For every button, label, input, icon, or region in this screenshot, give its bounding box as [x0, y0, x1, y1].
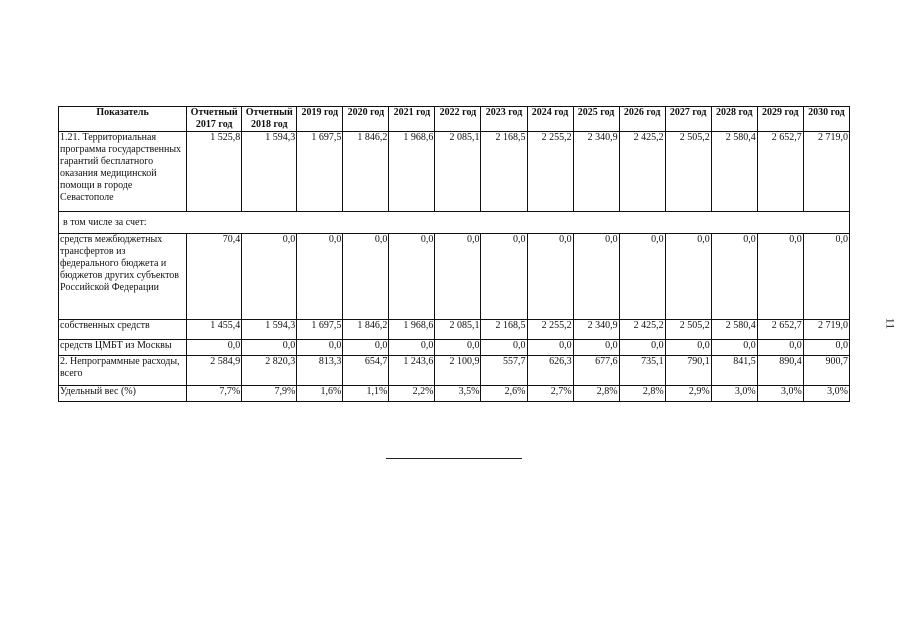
value-cell: 1 455,4	[187, 320, 242, 340]
row-label: 1.21. Территориальная программа государственных гарантий бесплатного оказания медицинской помощи в городе Севастополе	[59, 132, 187, 212]
header-indicator: Показатель	[59, 107, 187, 132]
value-cell: 2 168,5	[481, 320, 527, 340]
value-cell: 0,0	[435, 234, 481, 320]
value-cell: 1 525,8	[187, 132, 242, 212]
value-cell: 2 255,2	[527, 132, 573, 212]
value-cell: 0,0	[757, 234, 803, 320]
value-cell: 1 846,2	[343, 320, 389, 340]
value-cell: 0,0	[711, 340, 757, 356]
separator-line	[386, 458, 522, 459]
budget-table	[58, 106, 850, 402]
value-cell: 2 340,9	[573, 320, 619, 340]
value-cell: 2 719,0	[803, 320, 849, 340]
header-year: 2029 год	[757, 107, 803, 132]
value-cell: 7,9%	[242, 386, 297, 402]
table-row	[59, 132, 850, 212]
value-cell: 677,6	[573, 356, 619, 386]
value-cell: 2 652,7	[757, 320, 803, 340]
header-year: 2026 год	[619, 107, 665, 132]
value-cell: 2 340,9	[573, 132, 619, 212]
header-year: Отчетный 2018 год	[242, 107, 297, 132]
header-year: 2024 год	[527, 107, 573, 132]
value-cell: 0,0	[343, 340, 389, 356]
value-cell: 1 243,6	[389, 356, 435, 386]
header-year: 2027 год	[665, 107, 711, 132]
value-cell: 890,4	[757, 356, 803, 386]
table-body	[59, 132, 850, 402]
table-row	[59, 212, 850, 234]
value-cell: 2 584,9	[187, 356, 242, 386]
value-cell: 0,0	[803, 234, 849, 320]
value-cell: 2 505,2	[665, 320, 711, 340]
value-cell: 0,0	[481, 234, 527, 320]
value-cell: 2,2%	[389, 386, 435, 402]
value-cell: 0,0	[665, 340, 711, 356]
table-row	[59, 234, 850, 320]
value-cell: 557,7	[481, 356, 527, 386]
value-cell: 0,0	[389, 340, 435, 356]
value-cell: 3,5%	[435, 386, 481, 402]
header-year: 2028 год	[711, 107, 757, 132]
value-cell: 2 255,2	[527, 320, 573, 340]
value-cell: 0,0	[435, 340, 481, 356]
value-cell: 2,8%	[573, 386, 619, 402]
value-cell: 1 697,5	[297, 132, 343, 212]
value-cell: 2,6%	[481, 386, 527, 402]
table-row	[59, 386, 850, 402]
value-cell: 0,0	[757, 340, 803, 356]
value-cell: 0,0	[343, 234, 389, 320]
value-cell: 1 968,6	[389, 132, 435, 212]
value-cell: 0,0	[573, 234, 619, 320]
value-cell: 1 594,3	[242, 132, 297, 212]
row-label: собственных средств	[59, 320, 187, 340]
value-cell: 1,1%	[343, 386, 389, 402]
header-year: 2020 год	[343, 107, 389, 132]
value-cell: 1 846,2	[343, 132, 389, 212]
header-year: Отчетный 2017 год	[187, 107, 242, 132]
value-cell: 0,0	[619, 340, 665, 356]
value-cell: 1,6%	[297, 386, 343, 402]
value-cell: 2 085,1	[435, 320, 481, 340]
header-year: 2030 год	[803, 107, 849, 132]
value-cell: 2,8%	[619, 386, 665, 402]
table-row	[59, 356, 850, 386]
value-cell: 3,0%	[711, 386, 757, 402]
value-cell: 0,0	[481, 340, 527, 356]
value-cell: 735,1	[619, 356, 665, 386]
value-cell: 2 100,9	[435, 356, 481, 386]
value-cell: 1 594,3	[242, 320, 297, 340]
value-cell: 2 425,2	[619, 132, 665, 212]
value-cell: 0,0	[527, 340, 573, 356]
value-cell: 0,0	[573, 340, 619, 356]
value-cell: 654,7	[343, 356, 389, 386]
value-cell: 2 719,0	[803, 132, 849, 212]
value-cell: 626,3	[527, 356, 573, 386]
value-cell: 0,0	[665, 234, 711, 320]
value-cell: 0,0	[619, 234, 665, 320]
value-cell: 0,0	[389, 234, 435, 320]
row-label: средств межбюджетных трансфертов из федерального бюджета и бюджетов других субъектов Российской Федерации	[59, 234, 187, 320]
header-year: 2025 год	[573, 107, 619, 132]
value-cell: 3,0%	[757, 386, 803, 402]
value-cell: 3,0%	[803, 386, 849, 402]
table-row	[59, 320, 850, 340]
value-cell: 841,5	[711, 356, 757, 386]
value-cell: 1 968,6	[389, 320, 435, 340]
value-cell: 0,0	[242, 234, 297, 320]
value-cell: 0,0	[187, 340, 242, 356]
value-cell: 0,0	[297, 340, 343, 356]
value-cell: 2,7%	[527, 386, 573, 402]
header-year: 2023 год	[481, 107, 527, 132]
value-cell: 0,0	[803, 340, 849, 356]
table-header-row	[59, 107, 850, 132]
value-cell: 2 580,4	[711, 320, 757, 340]
value-cell: 2 652,7	[757, 132, 803, 212]
value-cell: 2 425,2	[619, 320, 665, 340]
value-cell: 0,0	[527, 234, 573, 320]
value-cell: 2 820,3	[242, 356, 297, 386]
row-label: Удельный вес (%)	[59, 386, 187, 402]
value-cell: 0,0	[711, 234, 757, 320]
table-row	[59, 340, 850, 356]
value-cell: 813,3	[297, 356, 343, 386]
value-cell: 2 168,5	[481, 132, 527, 212]
row-label: в том числе за счет:	[59, 212, 850, 234]
value-cell: 1 697,5	[297, 320, 343, 340]
value-cell: 2,9%	[665, 386, 711, 402]
value-cell: 0,0	[297, 234, 343, 320]
value-cell: 2 580,4	[711, 132, 757, 212]
value-cell: 7,7%	[187, 386, 242, 402]
header-year: 2021 год	[389, 107, 435, 132]
value-cell: 0,0	[242, 340, 297, 356]
header-year: 2022 год	[435, 107, 481, 132]
value-cell: 2 505,2	[665, 132, 711, 212]
page-number: 11	[883, 317, 898, 330]
row-label: 2. Непрограммные расходы, всего	[59, 356, 187, 386]
row-label: средств ЦМБТ из Москвы	[59, 340, 187, 356]
value-cell: 900,7	[803, 356, 849, 386]
value-cell: 790,1	[665, 356, 711, 386]
value-cell: 70,4	[187, 234, 242, 320]
header-year: 2019 год	[297, 107, 343, 132]
value-cell: 2 085,1	[435, 132, 481, 212]
